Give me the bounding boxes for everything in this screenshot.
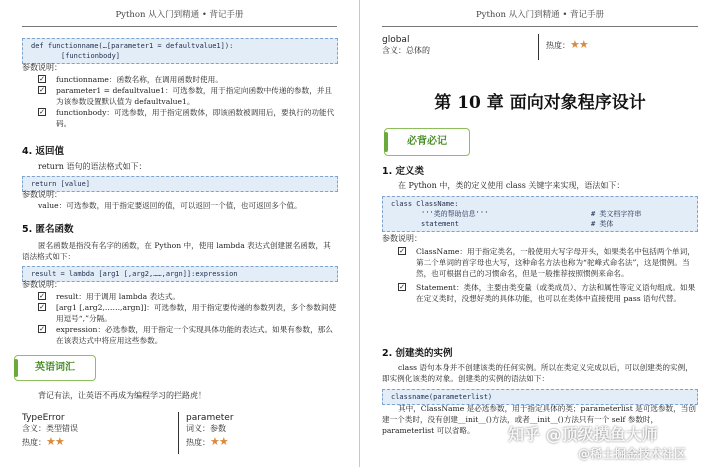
header-rule	[382, 26, 698, 27]
params-label: 参数说明：	[22, 63, 62, 72]
section-title: 2. 创建类的实例	[382, 348, 453, 359]
watermark-zhihu: 知乎 @顶级摸鱼大师	[508, 425, 658, 444]
section-body: 其中，ClassName 是必选参数，用于指定具体的类；parameterlist 是可选参数，当创建一个类时，没有创建__init__()方法，或者__init__()方法只有一个 self 参数时，parameterlist 可以省略。	[382, 404, 696, 435]
vocab-divider	[538, 34, 539, 60]
star-icon: ★★	[46, 434, 64, 448]
section-title: 5. 匿名函数	[22, 224, 74, 235]
section-intro: class 语句本身并不创建该类的任何实例。所以在类定义完成以后，可以创建类的实例，即实例化该类的对象。创建类的实例的语法如下：	[382, 363, 693, 383]
code-line: def functionname(…[parameter1 = defaultvalue1]):	[31, 42, 234, 50]
param-description: value：可选参数，用于指定要返回的值，可以返回一个值，也可返回多个值。	[38, 201, 302, 210]
section-title: 1. 定义类	[382, 166, 425, 177]
code-block-lambda	[22, 266, 338, 282]
code-block-def	[22, 38, 338, 64]
vocab-heat: 热度：★★	[546, 38, 588, 51]
right-page	[360, 0, 720, 467]
code-line: result = lambda [arg1 [,arg2,……,argn]]:expression	[31, 270, 238, 278]
code-line: '''类的帮助信息''' # 类文档字符串	[421, 210, 642, 218]
vocab-intro: 背记有法，让英语不再成为编程学习的拦路虎！	[38, 391, 206, 400]
params-label: 参数说明：	[22, 280, 62, 289]
vocab-word: parameter	[186, 413, 234, 423]
list-item: ✓ functionname：函数名称，在调用函数时使用。	[39, 75, 223, 84]
list-item: ✓ ClassName：用于指定类名，一般使用大写字母开头，如果类名中包括两个单词，第二个单词的首字母也大写，这种命名方法也称为“驼峰式命名法”，这是惯例。当然，也可根据自己的习惯命名，但是一般推荐按照惯例来命名。	[399, 247, 695, 278]
section-intro: 在 Python 中，类的定义使用 class 关键字来实现，语法如下：	[398, 181, 625, 190]
param-list	[38, 74, 338, 129]
params-label: 参数说明：	[382, 234, 422, 243]
vocab-entry	[186, 412, 234, 450]
section-intro: return 语句的语法格式如下：	[38, 162, 147, 171]
vocab-meaning: 含义：总体的	[382, 46, 430, 56]
param-list	[38, 291, 338, 346]
vocab-word: global	[382, 35, 410, 45]
must-memorize-badge: 必背必记	[384, 128, 470, 156]
checkbox-icon: ✓	[39, 325, 45, 333]
list-item: ✓ functionbody：可选参数，用于指定函数体，即该函数被调用后，要执行的功能代码。	[39, 108, 335, 128]
watermark-juejin: @稀土掘金技术社区	[578, 447, 687, 461]
code-line: return [value]	[31, 180, 91, 188]
star-icon: ★★	[570, 38, 588, 51]
list-item: ✓ expression：必选参数，用于指定一个实现具体功能的表达式。如果有参数，那么在该表达式中将应用这些参数。	[39, 325, 333, 345]
checkbox-icon: ✓	[39, 108, 45, 116]
vocab-meaning: 含义：类型错误	[22, 424, 78, 434]
section-title: 4. 返回值	[22, 146, 65, 157]
vocab-meaning: 词义：参数	[186, 424, 226, 434]
vocab-badge: 英语词汇	[14, 355, 96, 381]
list-item: ✓ [arg1 [,arg2,……,argn]]：可选参数，用于指定要传递的参数列表，多个参数间使用逗号“,”分隔。	[39, 303, 337, 323]
list-item: ✓ Statement：类体，主要由类变量（或类成员）、方法和属性等定义语句组成。如果在定义类时，没想好类的具体功能，也可以在类体中直接使用 pass 语句代替。	[399, 283, 696, 303]
badge-accent	[14, 359, 18, 377]
header-rule	[22, 26, 337, 27]
list-item: ✓ parameter1 = defaultvalue1：可选参数，用于指定向函数中传递的参数，并且为该参数设置默认值为 defaultvalue1。	[39, 86, 333, 106]
params-label: 参数说明：	[22, 190, 62, 199]
param-list	[398, 246, 698, 304]
vocab-word: TypeError	[22, 413, 65, 423]
badge-accent	[384, 132, 388, 152]
checkbox-icon: ✓	[39, 292, 45, 300]
chapter-title: 第 10 章 面向对象程序设计	[434, 93, 646, 113]
running-head: Python 从入门到精通 • 背记手册	[115, 10, 244, 20]
code-block-return	[22, 176, 338, 192]
code-block-class	[382, 196, 698, 232]
checkbox-icon: ✓	[39, 75, 45, 83]
vocab-heat: 热度：★★	[186, 434, 228, 448]
code-line: statement # 类体	[421, 220, 614, 228]
checkbox-icon: ✓	[399, 283, 405, 291]
checkbox-icon: ✓	[399, 247, 405, 255]
vocab-entry	[22, 412, 78, 450]
checkbox-icon: ✓	[39, 303, 45, 311]
vocab-entry	[382, 34, 430, 57]
running-head: Python 从入门到精通 • 背记手册	[475, 10, 605, 20]
list-item: ✓ result：用于调用 lambda 表达式。	[39, 292, 180, 301]
vocab-divider	[178, 412, 179, 454]
star-icon: ★★	[210, 434, 228, 448]
code-line: class ClassName:	[391, 200, 459, 208]
code-line: [functionbody]	[61, 52, 121, 60]
checkbox-icon: ✓	[39, 86, 45, 94]
vocab-heat: 热度：★★	[22, 434, 64, 448]
code-line: classname(parameterlist)	[391, 393, 493, 401]
section-intro: 匿名函数是指没有名字的函数，在 Python 中，使用 lambda 表达式创建匿名函数，其语法格式如下：	[22, 241, 331, 261]
